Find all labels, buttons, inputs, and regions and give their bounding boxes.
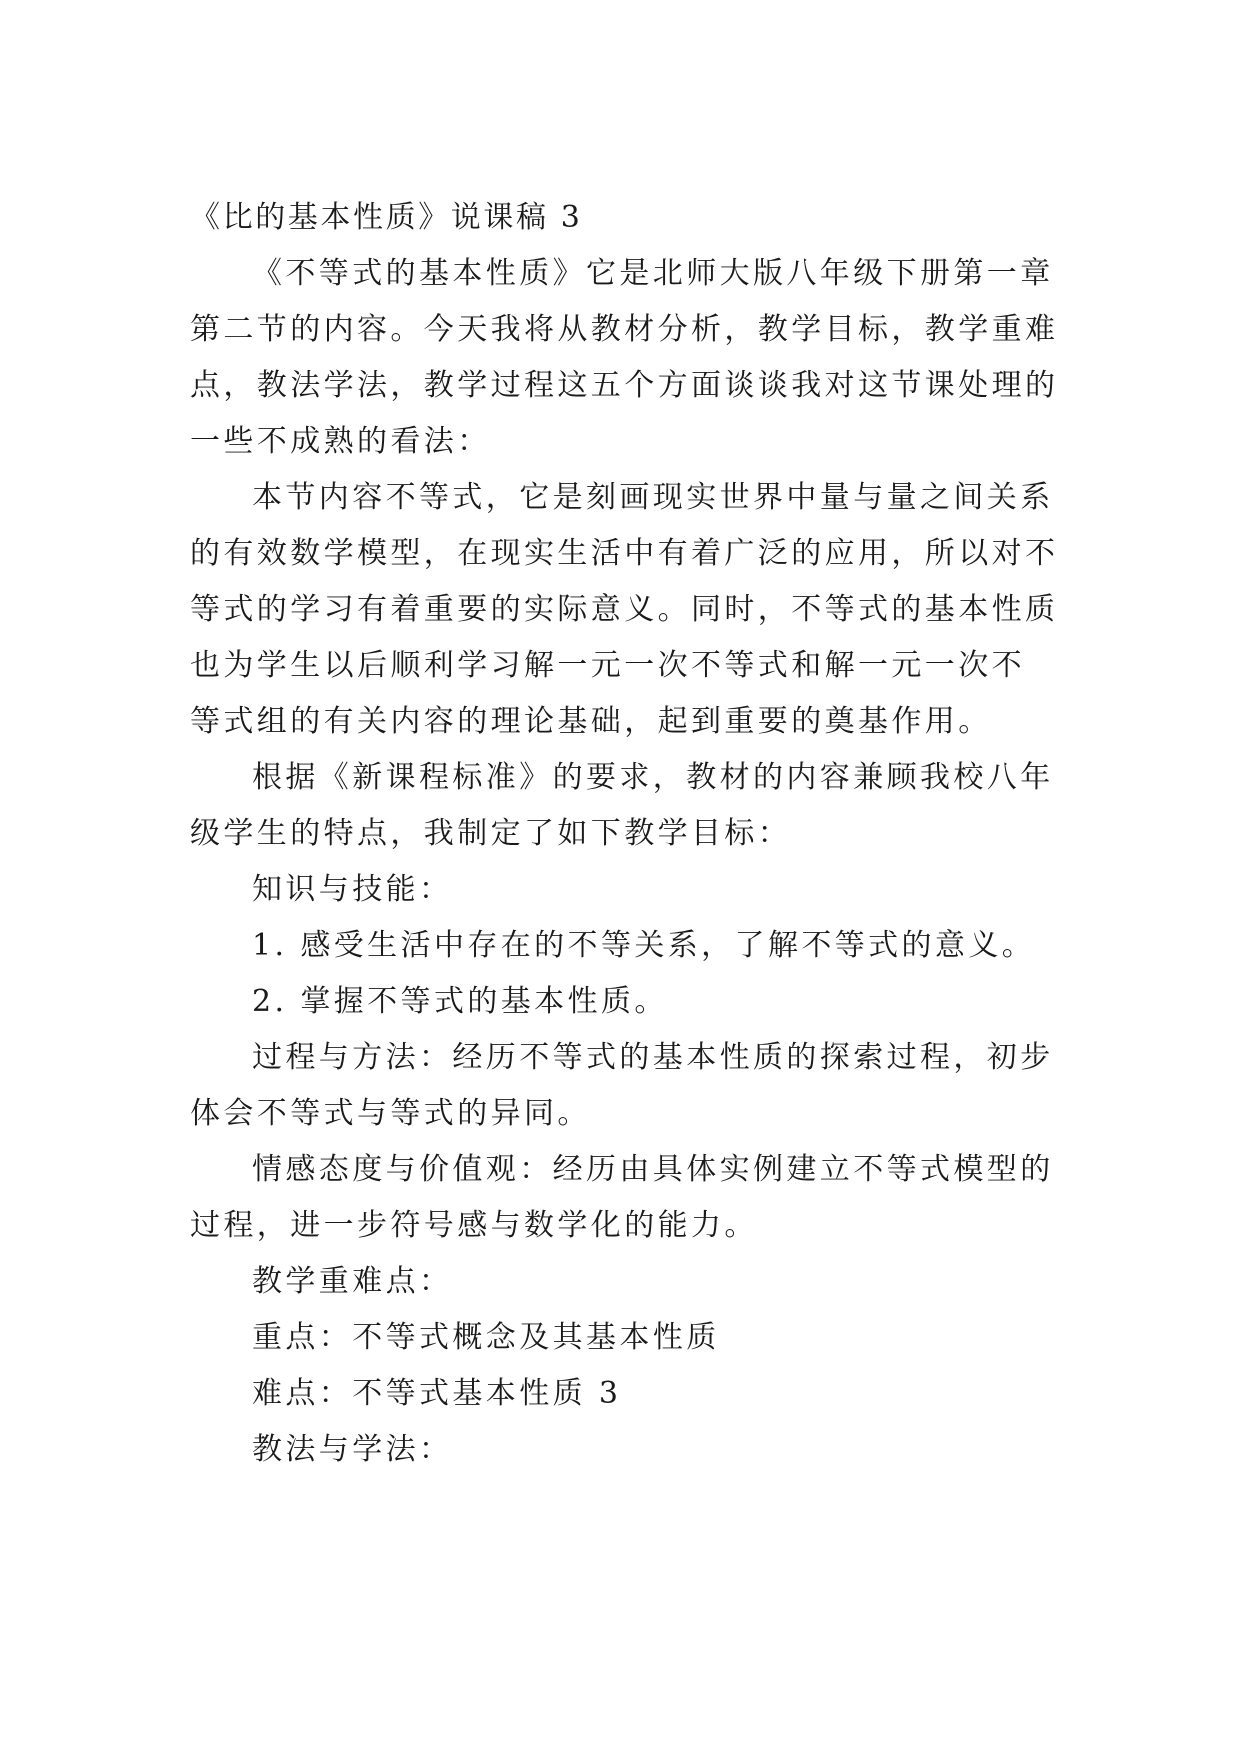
paragraph-line: 一些不成熟的看法： bbox=[190, 424, 491, 459]
paragraph-line: 过程与方法：经历不等式的基本性质的探索过程，初步 bbox=[252, 1040, 1054, 1075]
paragraph-line: 难点：不等式基本性质 3 bbox=[252, 1376, 622, 1411]
paragraph-line: 级学生的特点，我制定了如下教学目标： bbox=[190, 816, 792, 851]
paragraph-line: 情感态度与价值观：经历由具体实例建立不等式模型的 bbox=[252, 1152, 1054, 1187]
paragraph-line: 本节内容不等式，它是刻画现实世界中量与量之间关系 bbox=[252, 480, 1054, 515]
paragraph-line: 的有效数学模型，在现实生活中有着广泛的应用，所以对不 bbox=[190, 536, 1059, 571]
section-heading: 教法与学法： bbox=[252, 1432, 453, 1467]
paragraph-line: 重点：不等式概念及其基本性质 bbox=[252, 1320, 720, 1355]
paragraph-line: 等式组的有关内容的理论基础，起到重要的奠基作用。 bbox=[190, 704, 992, 739]
list-item: 1. 感受生活中存在的不等关系，了解不等式的意义。 bbox=[252, 928, 1036, 963]
paragraph-line: 《不等式的基本性质》它是北师大版八年级下册第一章 bbox=[252, 256, 1054, 291]
section-heading: 知识与技能： bbox=[252, 872, 453, 907]
list-item: 2. 掌握不等式的基本性质。 bbox=[252, 984, 668, 1019]
document-page bbox=[190, 190, 1059, 1478]
paragraph-line: 体会不等式与等式的异同。 bbox=[190, 1096, 591, 1131]
paragraph-line: 也为学生以后顺利学习解一元一次不等式和解一元一次不 bbox=[190, 648, 1025, 683]
paragraph-line: 第二节的内容。今天我将从教材分析，教学目标，教学重难 bbox=[190, 312, 1059, 347]
document-title: 《比的基本性质》说课稿 3 bbox=[190, 200, 583, 235]
paragraph-line: 过程，进一步符号感与数学化的能力。 bbox=[190, 1208, 758, 1243]
paragraph-line: 等式的学习有着重要的实际意义。同时，不等式的基本性质 bbox=[190, 592, 1059, 627]
paragraph-line: 根据《新课程标准》的要求，教材的内容兼顾我校八年 bbox=[252, 760, 1054, 795]
paragraph-line: 点，教法学法，教学过程这五个方面谈谈我对这节课处理的 bbox=[190, 368, 1059, 403]
section-heading: 教学重难点： bbox=[252, 1264, 453, 1299]
